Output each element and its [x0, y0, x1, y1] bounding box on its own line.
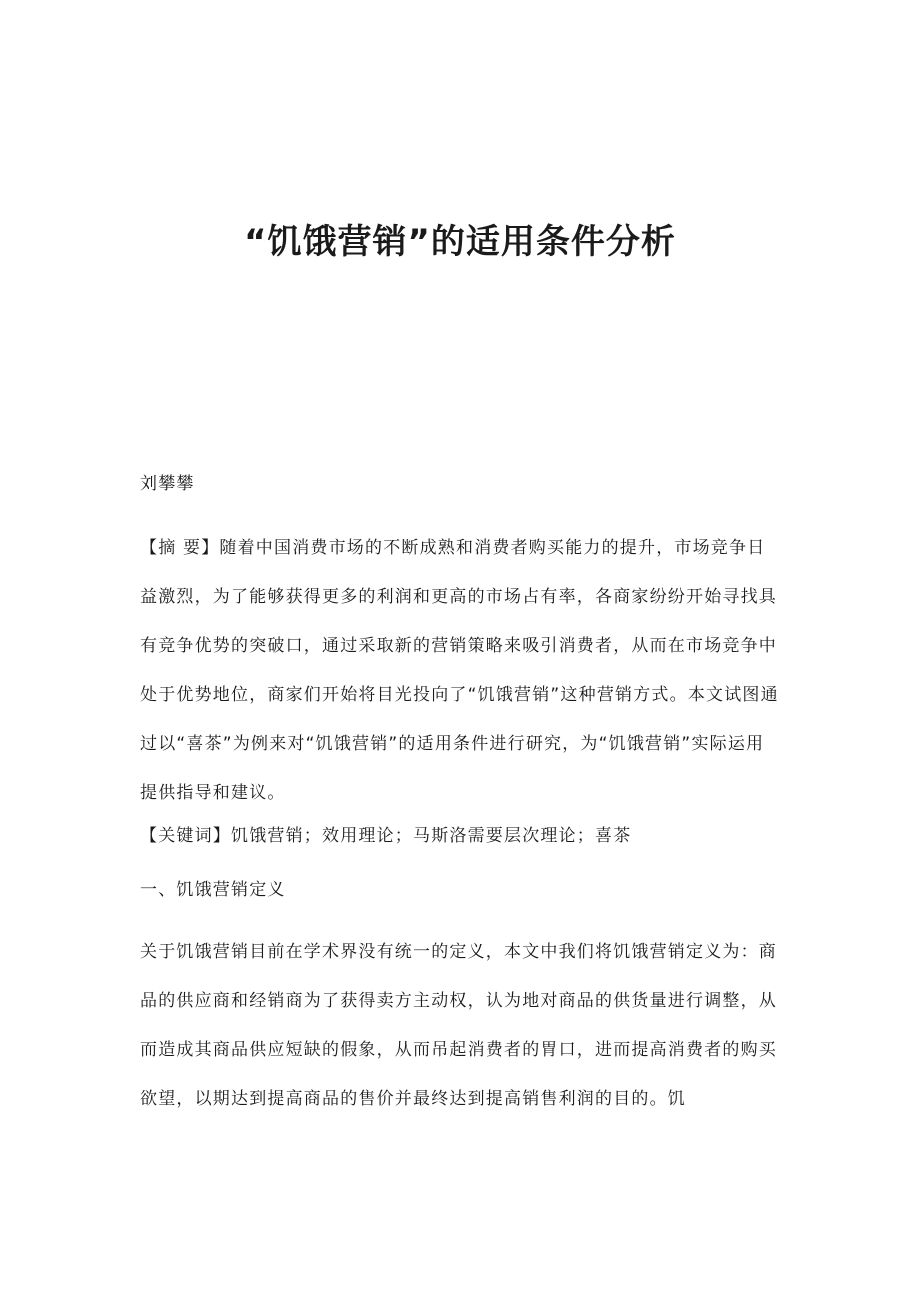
abstract-text: 随着中国消费市场的不断成熟和消费者购买能力的提升，市场竞争日益激烈，为了能够获得更多的利润和更高的市场占有率，各商家纷纷开始寻找具有竞争优势的突破口，通过采取新的营销策略来吸引消费者，从而在市场竞争中处于优势地位，商家们开始将目光投向了“饥饿营销”这种营销方式。本文试图通过以“喜茶”为例来对“饥饿营销”的适用条件进行研究，为“饥饿营销”实际运用提供指导和建议。	[140, 538, 779, 803]
keywords-line	[140, 824, 780, 848]
document-title: “饥饿营销”的适用条件分析	[244, 222, 676, 262]
abstract-label: 【摘 要】	[140, 538, 220, 558]
section-paragraph: 关于饥饿营销目前在学术界没有统一的定义，本文中我们将饥饿营销定义为：商品的供应商和经销商为了获得卖方主动权，认为地对商品的供货量进行调整，从而造成其商品供应短缺的假象，从而吊起消费者的胃口，进而提高消费者的购买欲望，以期达到提高商品的售价并最终达到提高销售利润的目的。饥	[140, 942, 777, 1109]
keywords-label: 【关键词】	[140, 826, 231, 846]
keywords-text: 饥饿营销；效用理论；马斯洛需要层次理论；喜茶	[231, 826, 632, 846]
section-heading: 一、饥饿营销定义	[140, 880, 286, 900]
abstract-paragraph	[140, 524, 780, 818]
author-name: 刘攀攀	[140, 474, 195, 494]
